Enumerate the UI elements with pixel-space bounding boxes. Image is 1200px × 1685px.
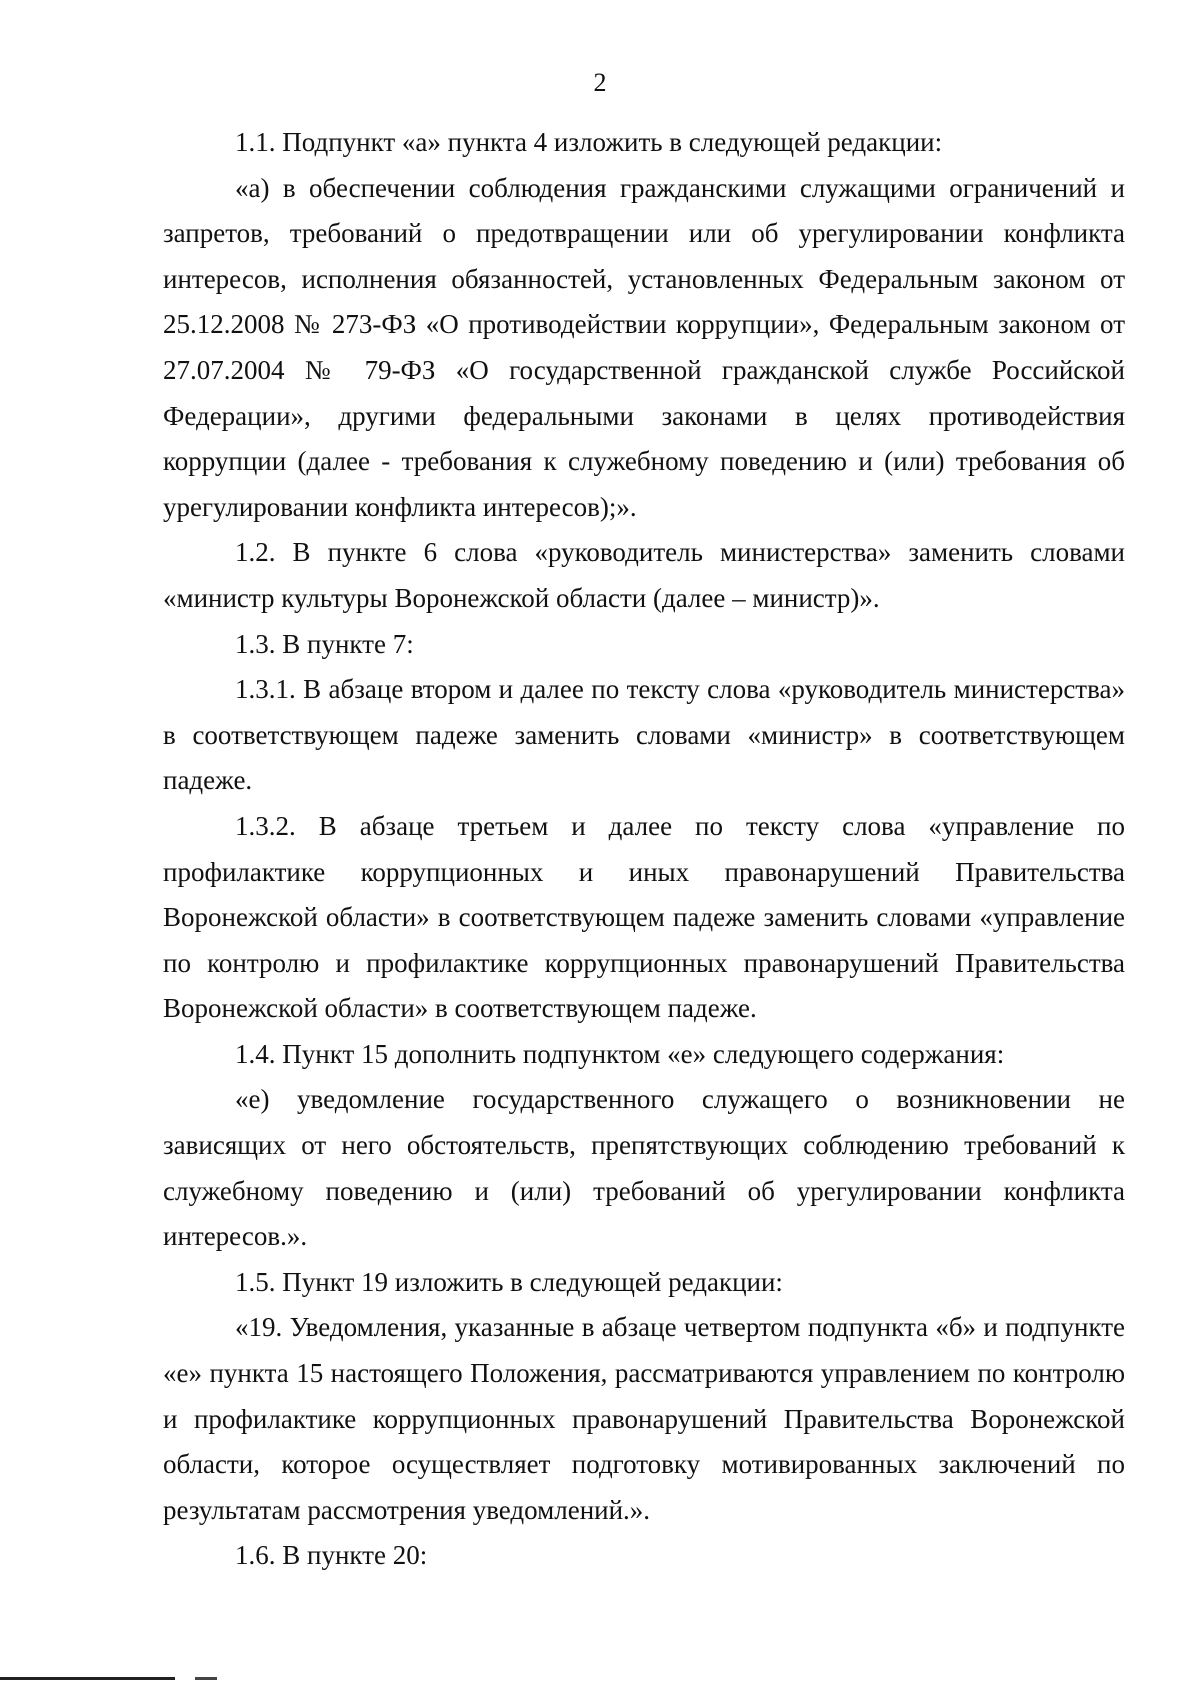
paragraph-quote-19: «19. Уведомления, указанные в абзаце четвертом подпункта «б» и подпункте «е» пункта 15 настоящего Положения, рассматриваются управлением по контролю и профилактике коррупционных правонарушений Правительства Воронежской области, которое осуществляет подготовку мотивированных заключений по результатам рассмотрения уведомлений.». [163,1312,1125,1525]
paragraph-1-4: 1.4. Пункт 15 дополнить подпунктом «е» следующего содержания: [235,1038,1005,1069]
paragraph-1-3-1: 1.3.1. В абзаце втором и далее по тексту слова «руководитель министерства» в соответствующем падеже заменить словами «министр» в соответствующем падеже. [163,674,1125,796]
paragraph-1-2: 1.2. В пункте 6 слова «руководитель министерства» заменить словами «министр культуры Воронежской области (далее – министр)». [163,537,1125,613]
paragraph-1-3-2: 1.3.2. В абзаце третьем и далее по тексту слова «управление по профилактике коррупционных и иных правонарушений Правительства Воронежской области» в соответствующем падеже заменить словами «управление по контролю и профилактике коррупционных правонарушений Правительства Воронежской области» в соответствующем падеже. [163,810,1125,1024]
page-number: 2 [593,68,607,97]
paragraph-quote-e: «е) уведомление государственного служащего о возникновении не зависящих от него обстоятельств, препятствующих соблюдению требований к служебному поведению и (или) требований об урегулировании конфликта интересов.». [163,1084,1125,1252]
paragraph-1-3: 1.3. В пункте 7: [235,628,414,659]
document-body [163,120,1125,1579]
paragraph-1-6: 1.6. В пункте 20: [235,1540,428,1571]
scan-edge-line [0,1677,175,1680]
paragraph-1-5: 1.5. Пункт 19 изложить в следующей редакции: [235,1266,783,1297]
paragraph-1-1: 1.1. Подпункт «а» пункта 4 изложить в следующей редакции: [235,127,943,157]
paragraph-quote-a: «а) в обеспечении соблюдения гражданскими служащими ограничений и запретов, требований о предотвращении или об урегулировании конфликта интересов, исполнения обязанностей, установленных Федеральным законом от 25.12.2008 № 273-ФЗ «О противодействии коррупции», Федеральным законом от 27.07.2004 № 79-ФЗ «О государственной гражданской службе Российской Федерации», другими федеральными законами в целях противодействия коррупции (далее - требования к служебному поведению и (или) требования об урегулировании конфликта интересов);». [163,172,1125,522]
scan-edge-mark [195,1677,217,1680]
